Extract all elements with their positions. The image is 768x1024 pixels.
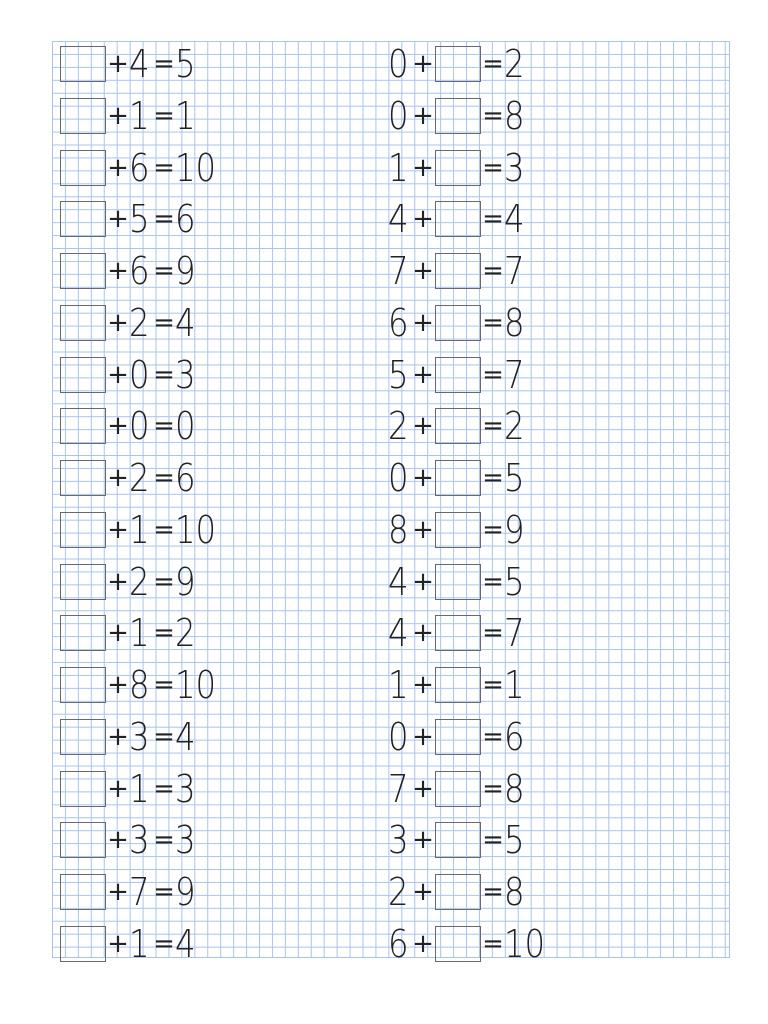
addend-number: 0 — [129, 352, 150, 397]
equation-row — [388, 193, 528, 245]
missing-first-addend-box[interactable] — [60, 253, 106, 289]
equation-row — [388, 607, 528, 659]
addend-number: 2 — [129, 300, 150, 345]
addend-number: 1 — [129, 611, 150, 656]
plus-sign: + — [107, 152, 129, 183]
missing-second-addend-box[interactable] — [435, 253, 481, 289]
equals-sign: = — [153, 877, 175, 907]
addend-number: 2 — [129, 456, 150, 500]
addend-number: 4 — [129, 42, 150, 86]
missing-second-addend-box[interactable] — [435, 512, 481, 548]
equation-row — [52, 918, 199, 970]
equals-sign: = — [482, 49, 504, 79]
addend-number: 1 — [388, 663, 409, 707]
addend-number: 3 — [388, 818, 409, 863]
sum-number: 4 — [175, 714, 196, 759]
sum-number: 3 — [175, 766, 196, 811]
plus-sign: + — [412, 100, 434, 131]
equation-row — [52, 504, 219, 556]
equation-row — [388, 452, 528, 504]
plus-sign: + — [107, 307, 129, 338]
sum-number: 1 — [175, 93, 196, 138]
equals-sign: = — [153, 773, 175, 804]
addend-number: 1 — [129, 921, 150, 966]
sum-number: 6 — [175, 456, 196, 500]
addend-number: 0 — [388, 456, 409, 500]
missing-first-addend-box[interactable] — [60, 460, 106, 496]
equation-row — [388, 814, 528, 866]
plus-sign: + — [107, 618, 129, 649]
missing-first-addend-box[interactable] — [60, 667, 106, 703]
missing-second-addend-box[interactable] — [435, 98, 481, 134]
sum-number: 9 — [175, 249, 196, 293]
sum-number: 2 — [504, 42, 525, 86]
missing-second-addend-box[interactable] — [435, 357, 481, 393]
addend-number: 7 — [129, 870, 150, 914]
equals-sign: = — [153, 825, 175, 856]
addend-number: 6 — [129, 145, 150, 190]
equation-row — [388, 349, 528, 401]
sum-number: 2 — [504, 404, 525, 449]
sum-number: 4 — [175, 921, 196, 966]
missing-second-addend-box[interactable] — [435, 719, 481, 755]
addend-number: 3 — [129, 818, 150, 863]
equals-sign: = — [482, 204, 504, 235]
sum-number: 7 — [504, 249, 525, 293]
equals-sign: = — [153, 566, 175, 597]
sum-number: 4 — [504, 197, 525, 242]
addend-number: 2 — [129, 559, 150, 604]
equals-sign: = — [153, 670, 175, 700]
addend-number: 5 — [388, 352, 409, 397]
equals-sign: = — [482, 877, 504, 907]
equation-row — [52, 452, 199, 504]
sum-number: 6 — [175, 197, 196, 242]
equals-sign: = — [153, 514, 175, 545]
equals-sign: = — [153, 721, 175, 752]
equation-row — [388, 866, 528, 918]
sum-number: 1 — [504, 663, 525, 707]
sum-number: 7 — [504, 352, 525, 397]
plus-sign: + — [412, 566, 434, 597]
addend-number: 7 — [388, 766, 409, 811]
addend-number: 8 — [129, 663, 150, 707]
missing-second-addend-box[interactable] — [435, 615, 481, 651]
missing-first-addend-box[interactable] — [60, 874, 106, 910]
missing-first-addend-box[interactable] — [60, 719, 106, 755]
equals-sign: = — [482, 773, 504, 804]
equals-sign: = — [153, 359, 175, 390]
missing-first-addend-box[interactable] — [60, 926, 106, 962]
missing-first-addend-box[interactable] — [60, 615, 106, 651]
sum-number: 9 — [504, 507, 525, 552]
plus-sign: + — [412, 773, 434, 804]
addend-number: 3 — [129, 714, 150, 759]
missing-second-addend-box[interactable] — [435, 408, 481, 444]
addend-number: 4 — [388, 559, 409, 604]
sum-number: 8 — [504, 766, 525, 811]
equals-sign: = — [482, 100, 504, 131]
addend-number: 5 — [129, 197, 150, 242]
missing-second-addend-box[interactable] — [435, 667, 481, 703]
equals-sign: = — [153, 307, 175, 338]
equals-sign: = — [482, 463, 504, 493]
equation-row — [52, 814, 199, 866]
sum-number: 5 — [504, 456, 525, 500]
plus-sign: + — [107, 49, 129, 79]
missing-first-addend-box[interactable] — [60, 98, 106, 134]
addend-number: 2 — [388, 870, 409, 914]
plus-sign: + — [412, 204, 434, 235]
grid-paper-worksheet — [52, 41, 730, 966]
addend-number: 0 — [388, 93, 409, 138]
sum-number: 0 — [175, 404, 196, 449]
plus-sign: + — [107, 566, 129, 597]
equals-sign: = — [153, 463, 175, 493]
missing-second-addend-box[interactable] — [435, 201, 481, 237]
plus-sign: + — [412, 928, 434, 959]
plus-sign: + — [412, 411, 434, 442]
addend-number: 4 — [388, 197, 409, 242]
equation-row — [52, 38, 199, 90]
addend-number: 6 — [388, 300, 409, 345]
sum-number: 10 — [504, 921, 546, 966]
missing-first-addend-box[interactable] — [60, 201, 106, 237]
equals-sign: = — [482, 152, 504, 183]
sum-number: 5 — [175, 42, 196, 86]
sum-number: 2 — [175, 611, 196, 656]
equation-row — [52, 400, 199, 452]
sum-number: 6 — [504, 714, 525, 759]
plus-sign: + — [412, 514, 434, 545]
equation-row — [52, 763, 199, 815]
missing-first-addend-box[interactable] — [60, 564, 106, 600]
sum-number: 9 — [175, 870, 196, 914]
equation-row — [52, 297, 199, 349]
equation-row — [52, 556, 199, 608]
equals-sign: = — [482, 721, 504, 752]
sum-number: 8 — [504, 93, 525, 138]
equals-sign: = — [482, 618, 504, 649]
plus-sign: + — [412, 618, 434, 649]
equation-row — [388, 763, 528, 815]
equation-row — [388, 711, 528, 763]
missing-first-addend-box[interactable] — [60, 150, 106, 186]
equation-row — [388, 38, 528, 90]
equation-row — [388, 297, 528, 349]
plus-sign: + — [412, 825, 434, 856]
equation-row — [388, 90, 528, 142]
plus-sign: + — [107, 256, 129, 286]
plus-sign: + — [412, 463, 434, 493]
plus-sign: + — [107, 463, 129, 493]
equation-row — [52, 866, 199, 918]
sum-number: 8 — [504, 300, 525, 345]
addend-number: 1 — [129, 93, 150, 138]
equation-row — [52, 659, 219, 711]
missing-second-addend-box[interactable] — [435, 874, 481, 910]
addend-number: 1 — [129, 766, 150, 811]
missing-second-addend-box[interactable] — [435, 150, 481, 186]
addend-number: 4 — [388, 611, 409, 656]
missing-second-addend-box[interactable] — [435, 305, 481, 341]
plus-sign: + — [107, 928, 129, 959]
missing-first-addend-box[interactable] — [60, 46, 106, 82]
sum-number: 10 — [175, 145, 217, 190]
equals-sign: = — [153, 256, 175, 286]
plus-sign: + — [412, 670, 434, 700]
missing-second-addend-box[interactable] — [435, 564, 481, 600]
addend-number: 8 — [388, 507, 409, 552]
addend-number: 6 — [129, 249, 150, 293]
equals-sign: = — [482, 307, 504, 338]
missing-second-addend-box[interactable] — [435, 926, 481, 962]
addend-number: 2 — [388, 404, 409, 449]
equals-sign: = — [482, 514, 504, 545]
equation-row — [388, 245, 528, 297]
equals-sign: = — [153, 100, 175, 131]
addend-number: 0 — [388, 714, 409, 759]
equals-sign: = — [482, 566, 504, 597]
equation-row — [52, 245, 199, 297]
missing-first-addend-box[interactable] — [60, 357, 106, 393]
equals-sign: = — [482, 670, 504, 700]
plus-sign: + — [412, 721, 434, 752]
sum-number: 7 — [504, 611, 525, 656]
equation-row — [52, 607, 199, 659]
sum-number: 3 — [175, 352, 196, 397]
addend-number: 6 — [388, 921, 409, 966]
sum-number: 9 — [175, 559, 196, 604]
equation-row — [388, 400, 528, 452]
equals-sign: = — [482, 359, 504, 390]
plus-sign: + — [107, 204, 129, 235]
plus-sign: + — [107, 514, 129, 545]
plus-sign: + — [107, 773, 129, 804]
plus-sign: + — [107, 825, 129, 856]
addend-number: 1 — [388, 145, 409, 190]
equation-row — [388, 556, 528, 608]
missing-first-addend-box[interactable] — [60, 771, 106, 807]
plus-sign: + — [412, 49, 434, 79]
equation-row — [52, 142, 219, 194]
missing-first-addend-box[interactable] — [60, 305, 106, 341]
equation-row — [52, 711, 199, 763]
plus-sign: + — [412, 877, 434, 907]
addend-number: 1 — [129, 507, 150, 552]
plus-sign: + — [412, 359, 434, 390]
plus-sign: + — [107, 670, 129, 700]
equals-sign: = — [153, 618, 175, 649]
plus-sign: + — [107, 411, 129, 442]
addend-number: 7 — [388, 249, 409, 293]
missing-second-addend-box[interactable] — [435, 822, 481, 858]
sum-number: 3 — [504, 145, 525, 190]
plus-sign: + — [107, 721, 129, 752]
equation-row — [52, 193, 199, 245]
missing-first-addend-box[interactable] — [60, 408, 106, 444]
equals-sign: = — [153, 928, 175, 959]
equation-row — [388, 659, 528, 711]
plus-sign: + — [107, 100, 129, 131]
plus-sign: + — [412, 256, 434, 286]
equation-row — [388, 504, 528, 556]
sum-number: 3 — [175, 818, 196, 863]
sum-number: 10 — [175, 663, 217, 707]
sum-number: 8 — [504, 870, 525, 914]
addend-number: 0 — [388, 42, 409, 86]
sum-number: 5 — [504, 818, 525, 863]
equation-row — [388, 142, 528, 194]
missing-first-addend-box[interactable] — [60, 512, 106, 548]
sum-number: 5 — [504, 559, 525, 604]
addend-number: 0 — [129, 404, 150, 449]
equation-row — [388, 918, 548, 970]
equals-sign: = — [482, 411, 504, 442]
plus-sign: + — [412, 307, 434, 338]
plus-sign: + — [107, 877, 129, 907]
sum-number: 4 — [175, 300, 196, 345]
equals-sign: = — [482, 256, 504, 286]
missing-second-addend-box[interactable] — [435, 460, 481, 496]
plus-sign: + — [412, 152, 434, 183]
equals-sign: = — [482, 825, 504, 856]
missing-first-addend-box[interactable] — [60, 822, 106, 858]
equals-sign: = — [153, 204, 175, 235]
equation-row — [52, 90, 199, 142]
equals-sign: = — [153, 152, 175, 183]
equals-sign: = — [153, 411, 175, 442]
equals-sign: = — [153, 49, 175, 79]
missing-second-addend-box[interactable] — [435, 46, 481, 82]
missing-second-addend-box[interactable] — [435, 771, 481, 807]
plus-sign: + — [107, 359, 129, 390]
sum-number: 10 — [175, 507, 217, 552]
equals-sign: = — [482, 928, 504, 959]
equation-row — [52, 349, 199, 401]
